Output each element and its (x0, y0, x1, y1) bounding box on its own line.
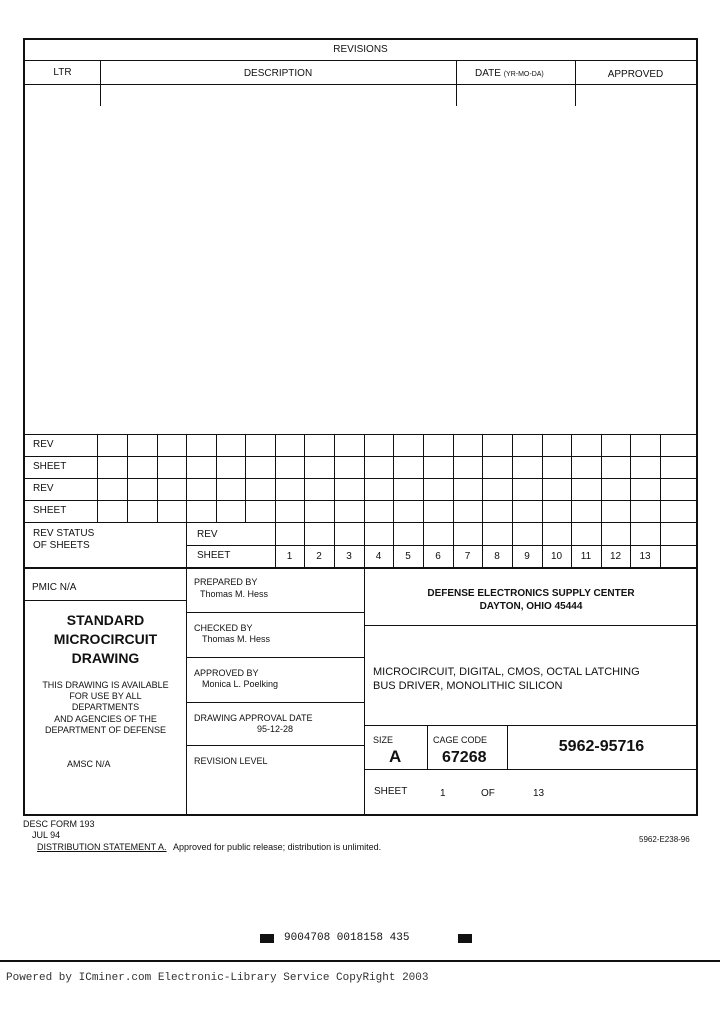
sheet-label: SHEET (197, 550, 231, 561)
sheet-no: 2 (316, 551, 322, 562)
grid-row-rev-2: REV (33, 483, 54, 494)
prepared-label: PREPARED BY (194, 577, 258, 587)
drawing-title-3: DRAWING (71, 650, 140, 666)
sheet-no: 8 (494, 551, 500, 562)
rule (427, 725, 428, 769)
frame-bottom (23, 814, 698, 816)
sheet-no: 10 (550, 551, 563, 562)
cage-value: 67268 (442, 749, 487, 766)
approval-date: 95-12-28 (257, 724, 294, 734)
availability-3: DEPARTMENTS (71, 702, 140, 712)
agency-address: DAYTON, OHIO 45444 (479, 601, 583, 612)
rule (97, 434, 98, 522)
rule (334, 434, 335, 568)
rule (245, 434, 246, 522)
distribution-label: DISTRIBUTION STATEMENT A. (37, 842, 167, 852)
rev-status-label-1: REV STATUS (33, 528, 95, 539)
rule (364, 568, 365, 815)
rule (186, 612, 364, 613)
rule (100, 60, 101, 106)
rule (23, 600, 186, 601)
rev-status-label-2: OF SHEETS (33, 540, 90, 551)
sheet-no: 4 (375, 551, 382, 562)
prepared-name: Thomas M. Hess (200, 589, 269, 599)
availability-4: AND AGENCIES OF THE (54, 714, 157, 724)
grid-row-sheet-1: SHEET (33, 461, 67, 472)
rule (456, 60, 457, 106)
col-date-label: DATE (475, 68, 501, 79)
rule (186, 434, 187, 568)
powered-by: Powered by ICminer.com Electronic-Library Service CopyRight 2003 (6, 972, 429, 984)
drawing-number: 5962-95716 (558, 738, 645, 755)
rule (364, 725, 698, 726)
rule (23, 478, 698, 479)
checked-label: CHECKED BY (194, 623, 253, 633)
rule (23, 567, 698, 569)
rule (453, 434, 454, 568)
rule (364, 434, 365, 568)
rule (127, 434, 128, 522)
availability-1: THIS DRAWING IS AVAILABLE (42, 680, 169, 690)
rule (186, 657, 364, 658)
rule (23, 84, 698, 85)
amsc-label: AMSC N/A (67, 759, 111, 769)
sheet-block-total: 13 (533, 788, 545, 799)
rule (186, 545, 698, 546)
cage-label: CAGE CODE (433, 735, 488, 745)
rule (216, 434, 217, 522)
rule (23, 522, 698, 523)
rule (23, 60, 698, 61)
checked-name: Thomas M. Hess (202, 634, 271, 644)
frame-top (23, 38, 698, 40)
rule (482, 434, 483, 568)
agency-name: DEFENSE ELECTRONICS SUPPLY CENTER (427, 588, 635, 599)
sheet-block-of: OF (481, 788, 495, 799)
sheet-no: 11 (580, 551, 592, 562)
sheet-block-number: 1 (440, 788, 446, 799)
rule (364, 625, 698, 626)
rule (571, 434, 572, 568)
revisions-title: REVISIONS (333, 44, 388, 55)
rule (423, 434, 424, 568)
col-description: DESCRIPTION (243, 68, 313, 79)
size-label: SIZE (373, 735, 394, 745)
sheet-no: 6 (435, 551, 441, 562)
rule (23, 500, 698, 501)
sheet-no: 7 (464, 551, 471, 562)
col-date-format: (YR-MO-DA) (503, 71, 544, 78)
distribution-statement (37, 841, 381, 853)
device-description-1: MICROCIRCUIT, DIGITAL, CMOS, OCTAL LATCHING (373, 666, 640, 678)
rule (23, 456, 698, 457)
rule (575, 60, 576, 106)
drawing-title-1: STANDARD (66, 612, 145, 628)
device-description-2: BUS DRIVER, MONOLITHIC SILICON (373, 680, 563, 692)
rule (601, 434, 602, 568)
col-approved: APPROVED (607, 69, 664, 80)
availability-2: FOR USE BY ALL (69, 691, 142, 701)
rule (512, 434, 513, 568)
rev-label: REV (197, 529, 218, 540)
rule (157, 434, 158, 522)
drawing-title-2: MICROCIRCUIT (53, 631, 158, 647)
sheet-no: 9 (524, 551, 530, 562)
col-ltr: LTR (53, 67, 72, 78)
barcode-mark-right (458, 934, 472, 943)
doc-code: 5962-E238-96 (639, 835, 690, 844)
pmic-label: PMIC N/A (32, 582, 77, 593)
sheet-no: 3 (346, 551, 352, 562)
availability-5: DEPARTMENT OF DEFENSE (44, 725, 167, 735)
approved-label: APPROVED BY (194, 668, 259, 678)
barcode-text: 9004708 0018158 435 (284, 932, 410, 944)
rule (393, 434, 394, 568)
rule (186, 702, 364, 703)
sheet-no: 1 (286, 551, 293, 562)
rule (23, 434, 698, 435)
rule (364, 769, 698, 770)
distribution-text: Approved for public release; distribution is unlimited. (173, 842, 382, 852)
barcode-mark-left (260, 934, 274, 943)
rule (304, 434, 305, 568)
rule (186, 568, 187, 815)
rule (186, 745, 364, 746)
rule (542, 434, 543, 568)
form-number: DESC FORM 193 (23, 819, 95, 829)
rule (630, 434, 631, 568)
footer-rule (0, 960, 720, 962)
sheet-no: 13 (639, 551, 651, 562)
frame-right (696, 38, 698, 816)
grid-row-rev-1: REV (33, 439, 54, 450)
approved-name: Monica L. Poelking (202, 679, 279, 689)
form-date: JUL 94 (32, 830, 61, 840)
sheet-block-label: SHEET (374, 786, 408, 797)
revision-level-label: REVISION LEVEL (194, 756, 268, 766)
sheet-no: 12 (609, 551, 622, 562)
col-date (475, 68, 544, 81)
size-value: A (389, 747, 402, 766)
rule (660, 434, 661, 568)
grid-row-sheet-2: SHEET (33, 505, 67, 516)
approval-date-label: DRAWING APPROVAL DATE (194, 713, 313, 723)
sheet-no: 5 (405, 551, 411, 562)
rule (275, 434, 276, 568)
